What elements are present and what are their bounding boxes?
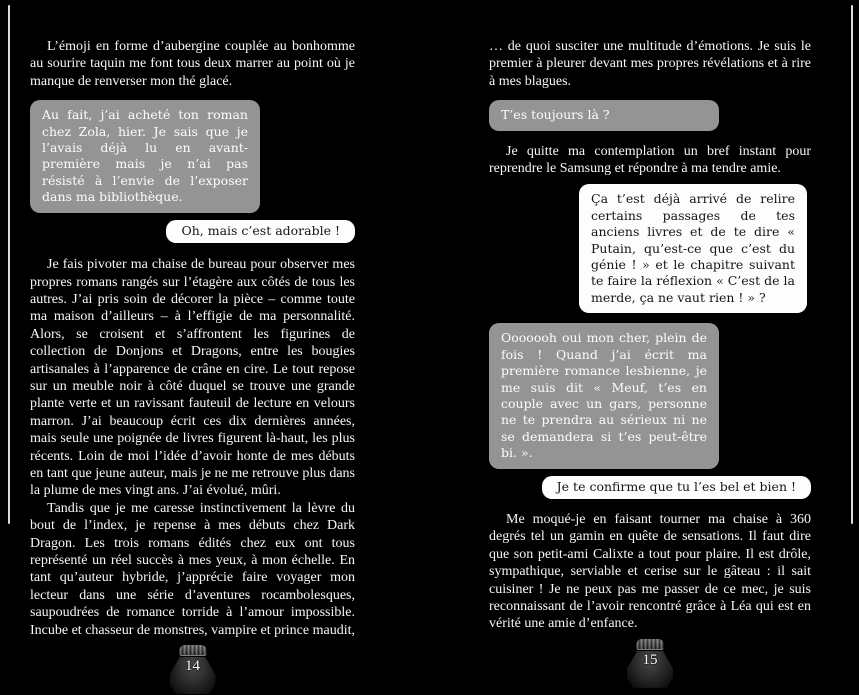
book-page-left (30, 0, 355, 675)
page-number: 14 (185, 658, 200, 675)
chat-bubble-sent-row (489, 177, 811, 313)
inkwell-lid (637, 639, 664, 650)
page-footer (489, 639, 811, 689)
chat-bubble-sent-row (30, 213, 355, 244)
chat-bubble-received: Ooooooh oui mon cher, plein de fois ! Quand j’ai écrit ma première romance lesbienne, je me suis dit « Meuf, t’es en couple avec un gars, personne ne te prendra au sérieux ni ne se demandera si t’es peut-être bi. ». (489, 323, 719, 468)
inkwell-icon (170, 645, 216, 695)
chat-bubble-sent: Oh, mais c’est adorable ! (166, 220, 355, 244)
chat-bubble-sent-row (489, 469, 811, 500)
chat-bubble-sent: Ça t’est déjà arrivé de relire certains passages de tes anciens livres et de te dire « Putain, qu’est-ce que c’est du génie ! » et le chapitre suivant te faire la réflexion « C’est de la merde, ça ne vaut rien ! » ? (579, 184, 807, 313)
book-page-right (489, 0, 811, 668)
page-edge-right (851, 5, 853, 524)
paragraph-calixte: Me moqué-je en faisant tourner ma chaise à 360 degrés tel un gamin en quête de sensations. Il faut dire que son petit-ami Calixte a tout pour plaire. Il est drôle, sympathique, serviable et cerise sur le gâteau : il sait cuisiner ! Je ne peux pas me passer de ce mec, je suis reconnaissant de l’avoir rencontré grâce à Léa qui est en vérité une amie d’enfance. (489, 512, 811, 632)
chat-bubble-sent: Je te confirme que tu l’es bel et bien ! (542, 476, 811, 500)
paragraph-emoji: L’émoji en forme d’aubergine couplée au bonhomme au sourire taquin me font tous deux marrer au point où je manque de renverser mon thé glacé. (30, 39, 355, 89)
paragraph-samsung: Je quitte ma contemplation un bref instant pour reprendre le Samsung et répondre à ma tendre amie. (489, 143, 811, 177)
page-edge-left (8, 5, 10, 524)
page-footer (30, 645, 355, 695)
chat-bubble-received: Au fait, j’ai acheté ton roman chez Zola, hier. Je sais que je l’avais déjà lu en avant-première mais je n’ai pas résisté à l’envie de l’exposer dans ma bibliothèque. (30, 100, 260, 212)
paragraph-emotions: … de quoi susciter une multitude d’émotions. Je suis le premier à pleurer devant mes propres révélations et à rire à mes blagues. (489, 39, 811, 89)
paragraph-dark-dragon: Tandis que je me caresse instinctivement la lèvre du bout de l’index, je repense à mes débuts chez Dark Dragon. Les trois romans édités chez eux ont tous représenté un réel succès à mes yeux, à mon échelle. En tant qu’auteur hybride, j’apprécie faire voyager mon lecteur dans une série d’aventures rocambolesques, saupoudrées de romance torride à l’amour impossible. Incube et chasseur de monstres, vampire et prince maudit, (30, 500, 355, 638)
paragraph-office: Je fais pivoter ma chaise de bureau pour observer mes propres romans rangés sur l’étagère aux côtés de tous les autres. J’ai pris soin de décorer la pièce – comme toute ma maison d’ailleurs – à l’effigie de ma personnalité. Alors, se croisent et s’affrontent les figurines de collection de Donjons et Dragons, entre les bougies artisanales à l’apparence de crâne en cire. Le tout repose sur un meuble noir à côté duquel se trouve une grande plante verte et un ravissant fauteuil de lecture en velours marron. J’ai beaucoup écrit ces dix dernières années, mais seule une poignée de livres figurent là-haut, les plus récents. Loin de moi l’idée d’avoir honte de mes débuts en tant que jeune auteur, mais je ne me retrouve plus dans la plume de mes vingt ans. J’ai évolué, mûri. (30, 257, 355, 499)
inkwell-lid (179, 645, 206, 656)
inkwell-icon (627, 639, 673, 689)
page-number: 15 (642, 651, 658, 668)
chat-bubble-received: T’es toujours là ? (489, 100, 719, 130)
